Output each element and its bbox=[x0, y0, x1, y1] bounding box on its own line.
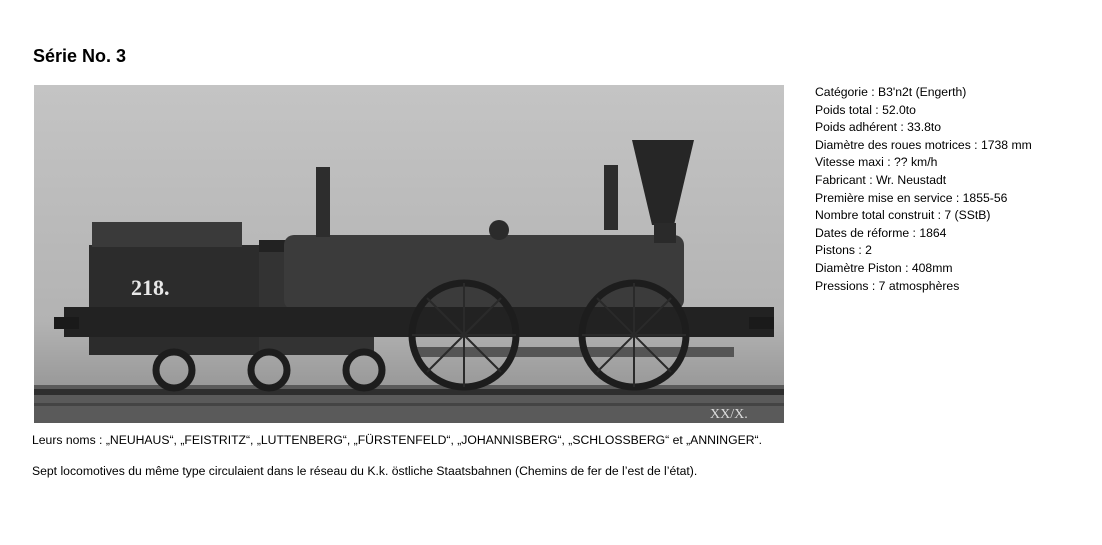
locomotive-photo bbox=[34, 85, 784, 423]
corner-mark: XX/X. bbox=[710, 407, 748, 422]
spec-adhesive-weight: Poids adhérent : 33.8to bbox=[815, 120, 942, 135]
spec-total-weight: Poids total : 52.0to bbox=[815, 102, 916, 117]
spec-piston-diameter: Diamètre Piston : 408mm bbox=[815, 260, 953, 275]
spec-retirement: Dates de réforme : 1864 bbox=[815, 225, 947, 240]
spec-wheel-diameter: Diamètre des roues motrices : 1738 mm bbox=[815, 137, 1032, 152]
spec-manufacturer: Fabricant : Wr. Neustadt bbox=[815, 172, 947, 187]
spec-total-built: Nombre total construit : 7 (SStB) bbox=[815, 208, 991, 223]
number-plate: 218. bbox=[131, 275, 170, 300]
spec-first-service: Première mise en service : 1855-56 bbox=[815, 190, 1008, 205]
spec-max-speed: Vitesse maxi : ?? km/h bbox=[815, 155, 938, 170]
locomotive-names: Leurs noms : „NEUHAUS“, „FEISTRITZ“, „LUTTENBERG“, „FÜRSTENFELD“, „JOHANNISBERG“, „SCHLOSSBERG“ et „ANNINGER“. bbox=[32, 433, 762, 447]
page-title: Série No. 3 bbox=[33, 46, 127, 66]
description: Sept locomotives du même type circulaient dans le réseau du K.k. östliche Staatsbahnen (Chemins de fer de l’est de l’état). bbox=[32, 464, 698, 478]
spec-list bbox=[815, 84, 1032, 295]
spec-pressure: Pressions : 7 atmosphères bbox=[815, 278, 960, 293]
spec-pistons: Pistons : 2 bbox=[815, 243, 872, 258]
spec-category: Catégorie : B3'n2t (Engerth) bbox=[815, 85, 967, 99]
